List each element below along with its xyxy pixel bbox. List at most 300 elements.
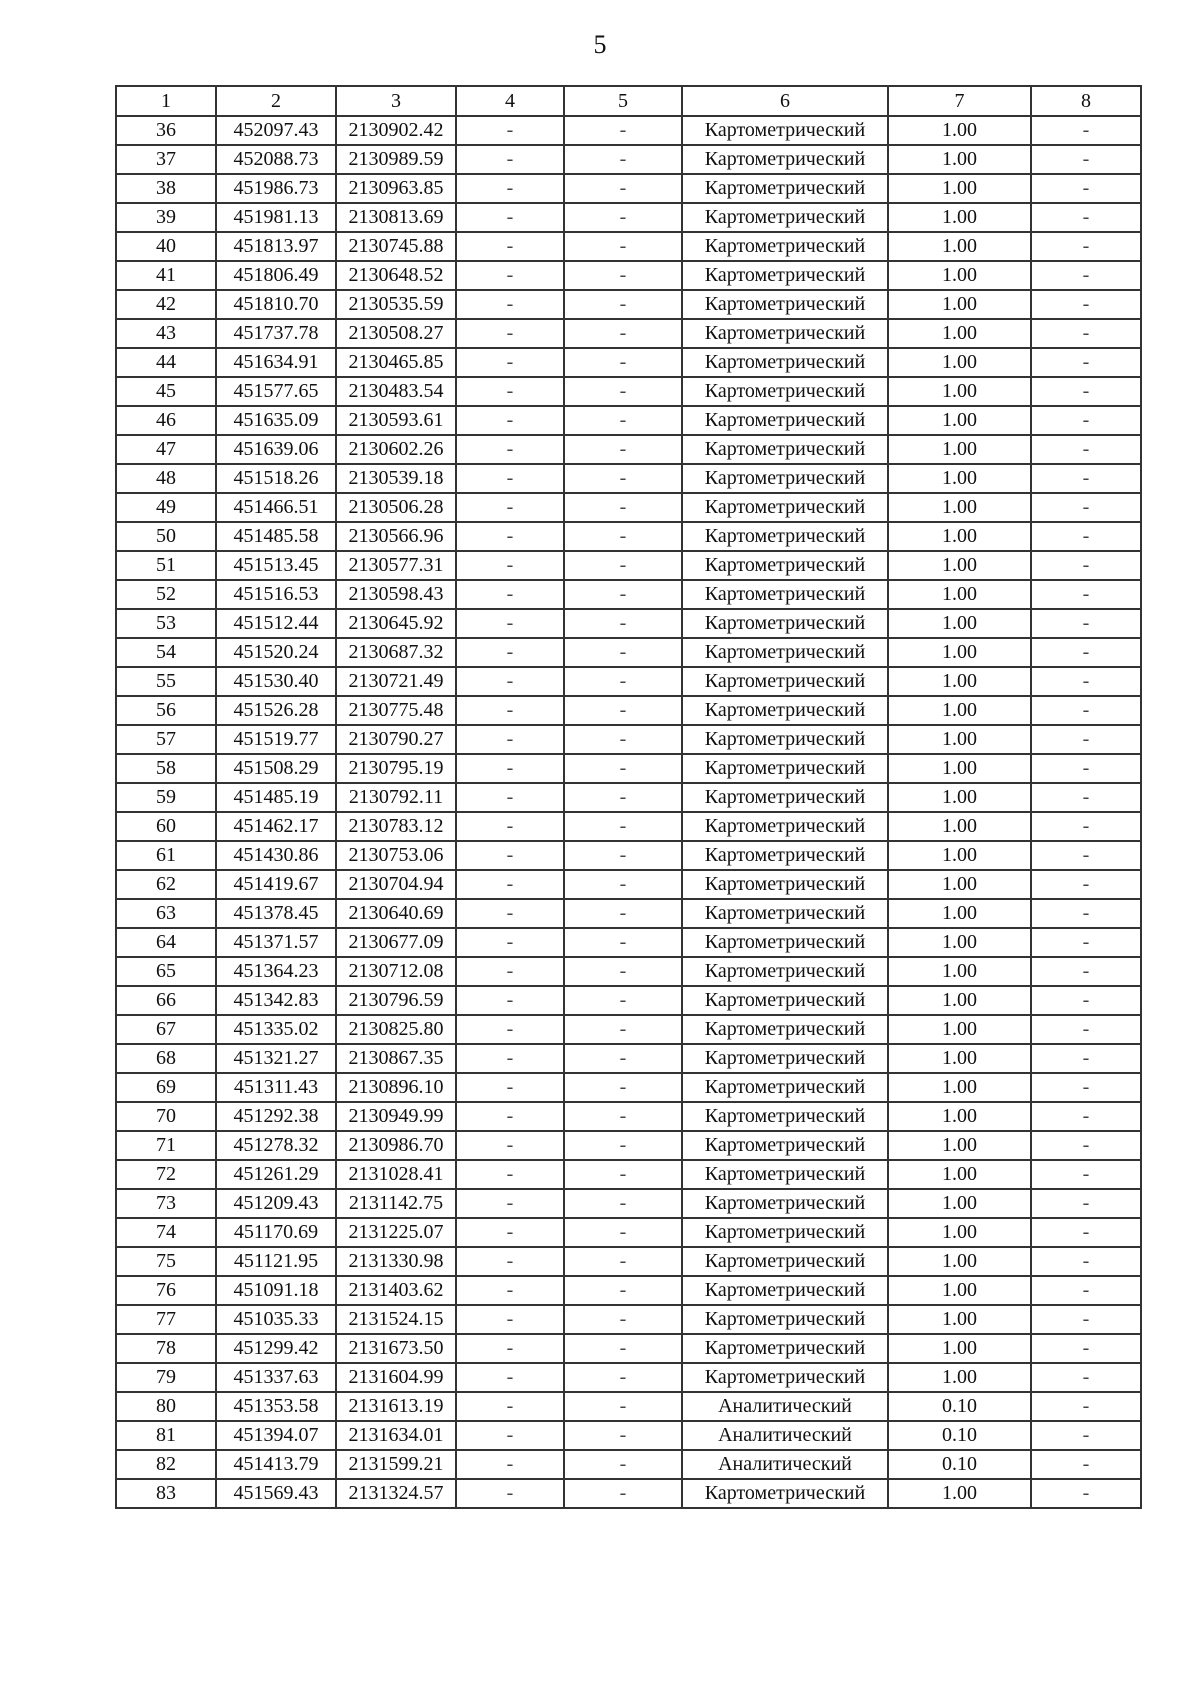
x-coordinate-cell: 451311.43: [216, 1073, 336, 1102]
col8-cell: -: [1031, 435, 1141, 464]
table-row: [116, 1044, 1141, 1073]
x-coordinate-cell: 451466.51: [216, 493, 336, 522]
table-row: [116, 609, 1141, 638]
method-cell: Картометрический: [682, 261, 888, 290]
x-coordinate-cell: 451170.69: [216, 1218, 336, 1247]
method-cell: Картометрический: [682, 638, 888, 667]
col8-cell: -: [1031, 232, 1141, 261]
col4-cell: -: [456, 638, 564, 667]
point-number-cell: 77: [116, 1305, 216, 1334]
y-coordinate-cell: 2130648.52: [336, 261, 456, 290]
method-cell: Картометрический: [682, 1015, 888, 1044]
accuracy-cell: 1.00: [888, 1015, 1031, 1044]
point-number-cell: 80: [116, 1392, 216, 1421]
col5-cell: -: [564, 435, 682, 464]
col4-cell: -: [456, 1247, 564, 1276]
x-coordinate-cell: 451430.86: [216, 841, 336, 870]
point-number-cell: 43: [116, 319, 216, 348]
col8-cell: -: [1031, 754, 1141, 783]
x-coordinate-cell: 451342.83: [216, 986, 336, 1015]
point-number-cell: 61: [116, 841, 216, 870]
y-coordinate-cell: 2130687.32: [336, 638, 456, 667]
point-number-cell: 47: [116, 435, 216, 464]
y-coordinate-cell: 2130465.85: [336, 348, 456, 377]
accuracy-cell: 1.00: [888, 1073, 1031, 1102]
x-coordinate-cell: 451577.65: [216, 377, 336, 406]
point-number-cell: 56: [116, 696, 216, 725]
y-coordinate-cell: 2131403.62: [336, 1276, 456, 1305]
point-number-cell: 41: [116, 261, 216, 290]
y-coordinate-cell: 2131599.21: [336, 1450, 456, 1479]
col8-cell: -: [1031, 1363, 1141, 1392]
accuracy-cell: 1.00: [888, 1305, 1031, 1334]
table-row: [116, 841, 1141, 870]
point-number-cell: 71: [116, 1131, 216, 1160]
table-row: [116, 580, 1141, 609]
x-coordinate-cell: 451810.70: [216, 290, 336, 319]
point-number-cell: 60: [116, 812, 216, 841]
col8-cell: -: [1031, 348, 1141, 377]
col8-cell: -: [1031, 116, 1141, 145]
method-cell: Картометрический: [682, 696, 888, 725]
accuracy-cell: 1.00: [888, 986, 1031, 1015]
col4-cell: -: [456, 406, 564, 435]
col4-cell: -: [456, 551, 564, 580]
col4-cell: -: [456, 493, 564, 522]
method-cell: Картометрический: [682, 522, 888, 551]
method-cell: Картометрический: [682, 1044, 888, 1073]
point-number-cell: 54: [116, 638, 216, 667]
method-cell: Картометрический: [682, 754, 888, 783]
table-header: [116, 86, 1141, 116]
col5-cell: -: [564, 667, 682, 696]
col8-cell: -: [1031, 986, 1141, 1015]
method-cell: Картометрический: [682, 1131, 888, 1160]
point-number-cell: 53: [116, 609, 216, 638]
x-coordinate-cell: 451737.78: [216, 319, 336, 348]
col8-cell: -: [1031, 406, 1141, 435]
y-coordinate-cell: 2130792.11: [336, 783, 456, 812]
method-cell: Картометрический: [682, 203, 888, 232]
table-row: [116, 812, 1141, 841]
method-cell: Аналитический: [682, 1450, 888, 1479]
col8-cell: -: [1031, 928, 1141, 957]
point-number-cell: 42: [116, 290, 216, 319]
col8-cell: -: [1031, 1131, 1141, 1160]
y-coordinate-cell: 2130813.69: [336, 203, 456, 232]
col5-cell: -: [564, 493, 682, 522]
method-cell: Картометрический: [682, 145, 888, 174]
y-coordinate-cell: 2131225.07: [336, 1218, 456, 1247]
point-number-cell: 65: [116, 957, 216, 986]
method-cell: Картометрический: [682, 812, 888, 841]
col4-cell: -: [456, 841, 564, 870]
accuracy-cell: 1.00: [888, 319, 1031, 348]
accuracy-cell: 1.00: [888, 493, 1031, 522]
col4-cell: -: [456, 116, 564, 145]
accuracy-cell: 1.00: [888, 464, 1031, 493]
point-number-cell: 52: [116, 580, 216, 609]
col4-cell: -: [456, 1421, 564, 1450]
col4-cell: -: [456, 725, 564, 754]
point-number-cell: 79: [116, 1363, 216, 1392]
col8-cell: -: [1031, 203, 1141, 232]
col4-cell: -: [456, 1102, 564, 1131]
col4-cell: -: [456, 957, 564, 986]
y-coordinate-cell: 2131142.75: [336, 1189, 456, 1218]
method-cell: Картометрический: [682, 1305, 888, 1334]
point-number-cell: 64: [116, 928, 216, 957]
col8-cell: -: [1031, 145, 1141, 174]
col5-cell: -: [564, 1247, 682, 1276]
y-coordinate-cell: 2130745.88: [336, 232, 456, 261]
x-coordinate-cell: 451353.58: [216, 1392, 336, 1421]
x-coordinate-cell: 451462.17: [216, 812, 336, 841]
col8-cell: -: [1031, 1450, 1141, 1479]
col8-cell: -: [1031, 1218, 1141, 1247]
accuracy-cell: 1.00: [888, 116, 1031, 145]
accuracy-cell: 1.00: [888, 783, 1031, 812]
x-coordinate-cell: 451278.32: [216, 1131, 336, 1160]
table-row: [116, 203, 1141, 232]
x-coordinate-cell: 451394.07: [216, 1421, 336, 1450]
col8-cell: -: [1031, 783, 1141, 812]
method-cell: Картометрический: [682, 232, 888, 261]
method-cell: Картометрический: [682, 493, 888, 522]
col8-cell: -: [1031, 1247, 1141, 1276]
col4-cell: -: [456, 1334, 564, 1363]
point-number-cell: 82: [116, 1450, 216, 1479]
col4-cell: -: [456, 377, 564, 406]
col8-cell: -: [1031, 1102, 1141, 1131]
col5-cell: -: [564, 1305, 682, 1334]
table-row: [116, 232, 1141, 261]
col5-cell: -: [564, 1479, 682, 1508]
point-number-cell: 83: [116, 1479, 216, 1508]
x-coordinate-cell: 451485.19: [216, 783, 336, 812]
point-number-cell: 63: [116, 899, 216, 928]
table-row: [116, 1276, 1141, 1305]
table-row: [116, 1450, 1141, 1479]
col5-cell: -: [564, 406, 682, 435]
y-coordinate-cell: 2130483.54: [336, 377, 456, 406]
col8-cell: -: [1031, 1073, 1141, 1102]
y-coordinate-cell: 2130677.09: [336, 928, 456, 957]
method-cell: Картометрический: [682, 348, 888, 377]
table-row: [116, 116, 1141, 145]
column-header: 2: [216, 86, 336, 116]
accuracy-cell: 1.00: [888, 841, 1031, 870]
table-row: [116, 290, 1141, 319]
method-cell: Картометрический: [682, 1189, 888, 1218]
accuracy-cell: 1.00: [888, 899, 1031, 928]
y-coordinate-cell: 2130902.42: [336, 116, 456, 145]
col5-cell: -: [564, 725, 682, 754]
column-header: 7: [888, 86, 1031, 116]
col4-cell: -: [456, 145, 564, 174]
col4-cell: -: [456, 174, 564, 203]
table-body: [116, 116, 1141, 1508]
method-cell: Картометрический: [682, 1073, 888, 1102]
method-cell: Картометрический: [682, 1218, 888, 1247]
col8-cell: -: [1031, 812, 1141, 841]
column-header: 6: [682, 86, 888, 116]
col4-cell: -: [456, 522, 564, 551]
col8-cell: -: [1031, 1276, 1141, 1305]
accuracy-cell: 1.00: [888, 1218, 1031, 1247]
x-coordinate-cell: 451364.23: [216, 957, 336, 986]
x-coordinate-cell: 451516.53: [216, 580, 336, 609]
col8-cell: -: [1031, 522, 1141, 551]
y-coordinate-cell: 2130783.12: [336, 812, 456, 841]
x-coordinate-cell: 452097.43: [216, 116, 336, 145]
x-coordinate-cell: 451518.26: [216, 464, 336, 493]
method-cell: Картометрический: [682, 319, 888, 348]
x-coordinate-cell: 451520.24: [216, 638, 336, 667]
accuracy-cell: 1.00: [888, 290, 1031, 319]
x-coordinate-cell: 451508.29: [216, 754, 336, 783]
col5-cell: -: [564, 957, 682, 986]
table-row: [116, 1073, 1141, 1102]
y-coordinate-cell: 2131604.99: [336, 1363, 456, 1392]
accuracy-cell: 1.00: [888, 203, 1031, 232]
col8-cell: -: [1031, 696, 1141, 725]
point-number-cell: 62: [116, 870, 216, 899]
table-row: [116, 638, 1141, 667]
col4-cell: -: [456, 783, 564, 812]
method-cell: Картометрический: [682, 435, 888, 464]
col8-cell: -: [1031, 1479, 1141, 1508]
col5-cell: -: [564, 812, 682, 841]
accuracy-cell: 1.00: [888, 261, 1031, 290]
accuracy-cell: 1.00: [888, 522, 1031, 551]
col4-cell: -: [456, 1276, 564, 1305]
x-coordinate-cell: 451292.38: [216, 1102, 336, 1131]
table-row: [116, 870, 1141, 899]
point-number-cell: 57: [116, 725, 216, 754]
x-coordinate-cell: 451635.09: [216, 406, 336, 435]
table-row: [116, 522, 1141, 551]
col4-cell: -: [456, 1073, 564, 1102]
x-coordinate-cell: 451530.40: [216, 667, 336, 696]
col5-cell: -: [564, 145, 682, 174]
accuracy-cell: 1.00: [888, 1247, 1031, 1276]
col4-cell: -: [456, 261, 564, 290]
point-number-cell: 73: [116, 1189, 216, 1218]
method-cell: Картометрический: [682, 986, 888, 1015]
x-coordinate-cell: 451035.33: [216, 1305, 336, 1334]
table-row: [116, 261, 1141, 290]
table-row: [116, 319, 1141, 348]
col8-cell: -: [1031, 377, 1141, 406]
y-coordinate-cell: 2130896.10: [336, 1073, 456, 1102]
point-number-cell: 68: [116, 1044, 216, 1073]
y-coordinate-cell: 2131324.57: [336, 1479, 456, 1508]
accuracy-cell: 0.10: [888, 1421, 1031, 1450]
col4-cell: -: [456, 1015, 564, 1044]
x-coordinate-cell: 451209.43: [216, 1189, 336, 1218]
col5-cell: -: [564, 261, 682, 290]
accuracy-cell: 1.00: [888, 1334, 1031, 1363]
col4-cell: -: [456, 986, 564, 1015]
col4-cell: -: [456, 203, 564, 232]
point-number-cell: 59: [116, 783, 216, 812]
col4-cell: -: [456, 319, 564, 348]
x-coordinate-cell: 451512.44: [216, 609, 336, 638]
table-row: [116, 406, 1141, 435]
point-number-cell: 39: [116, 203, 216, 232]
accuracy-cell: 1.00: [888, 174, 1031, 203]
x-coordinate-cell: 451485.58: [216, 522, 336, 551]
table-row: [116, 1392, 1141, 1421]
col8-cell: -: [1031, 638, 1141, 667]
accuracy-cell: 1.00: [888, 609, 1031, 638]
point-number-cell: 45: [116, 377, 216, 406]
accuracy-cell: 1.00: [888, 754, 1031, 783]
method-cell: Картометрический: [682, 580, 888, 609]
point-number-cell: 78: [116, 1334, 216, 1363]
x-coordinate-cell: 451806.49: [216, 261, 336, 290]
col5-cell: -: [564, 203, 682, 232]
col4-cell: -: [456, 1160, 564, 1189]
col8-cell: -: [1031, 870, 1141, 899]
y-coordinate-cell: 2130640.69: [336, 899, 456, 928]
y-coordinate-cell: 2130645.92: [336, 609, 456, 638]
method-cell: Картометрический: [682, 1160, 888, 1189]
col8-cell: -: [1031, 1334, 1141, 1363]
col5-cell: -: [564, 551, 682, 580]
method-cell: Картометрический: [682, 725, 888, 754]
table-row: [116, 1189, 1141, 1218]
x-coordinate-cell: 452088.73: [216, 145, 336, 174]
table-row: [116, 899, 1141, 928]
method-cell: Аналитический: [682, 1392, 888, 1421]
x-coordinate-cell: 451634.91: [216, 348, 336, 377]
col5-cell: -: [564, 1131, 682, 1160]
point-number-cell: 66: [116, 986, 216, 1015]
table-row: [116, 783, 1141, 812]
point-number-cell: 50: [116, 522, 216, 551]
col8-cell: -: [1031, 174, 1141, 203]
col5-cell: -: [564, 1392, 682, 1421]
table-row: [116, 377, 1141, 406]
y-coordinate-cell: 2131330.98: [336, 1247, 456, 1276]
col4-cell: -: [456, 696, 564, 725]
y-coordinate-cell: 2130577.31: [336, 551, 456, 580]
accuracy-cell: 1.00: [888, 812, 1031, 841]
x-coordinate-cell: 451299.42: [216, 1334, 336, 1363]
col5-cell: -: [564, 1189, 682, 1218]
method-cell: Картометрический: [682, 1247, 888, 1276]
col8-cell: -: [1031, 841, 1141, 870]
point-number-cell: 55: [116, 667, 216, 696]
accuracy-cell: 1.00: [888, 1479, 1031, 1508]
table-row: [116, 667, 1141, 696]
y-coordinate-cell: 2130963.85: [336, 174, 456, 203]
col8-cell: -: [1031, 290, 1141, 319]
x-coordinate-cell: 451378.45: [216, 899, 336, 928]
table-row: [116, 957, 1141, 986]
col5-cell: -: [564, 638, 682, 667]
point-number-cell: 75: [116, 1247, 216, 1276]
y-coordinate-cell: 2131524.15: [336, 1305, 456, 1334]
point-number-cell: 40: [116, 232, 216, 261]
y-coordinate-cell: 2130598.43: [336, 580, 456, 609]
y-coordinate-cell: 2130867.35: [336, 1044, 456, 1073]
col4-cell: -: [456, 580, 564, 609]
point-number-cell: 46: [116, 406, 216, 435]
y-coordinate-cell: 2130602.26: [336, 435, 456, 464]
accuracy-cell: 1.00: [888, 580, 1031, 609]
accuracy-cell: 1.00: [888, 551, 1031, 580]
table-row: [116, 1363, 1141, 1392]
col8-cell: -: [1031, 609, 1141, 638]
col4-cell: -: [456, 754, 564, 783]
table-row: [116, 551, 1141, 580]
y-coordinate-cell: 2130753.06: [336, 841, 456, 870]
y-coordinate-cell: 2130721.49: [336, 667, 456, 696]
col4-cell: -: [456, 1392, 564, 1421]
accuracy-cell: 1.00: [888, 1102, 1031, 1131]
y-coordinate-cell: 2130825.80: [336, 1015, 456, 1044]
col4-cell: -: [456, 1131, 564, 1160]
col4-cell: -: [456, 1450, 564, 1479]
method-cell: Картометрический: [682, 667, 888, 696]
col8-cell: -: [1031, 1015, 1141, 1044]
table-row: [116, 348, 1141, 377]
col4-cell: -: [456, 348, 564, 377]
table-row: [116, 928, 1141, 957]
col5-cell: -: [564, 116, 682, 145]
col8-cell: -: [1031, 580, 1141, 609]
col4-cell: -: [456, 232, 564, 261]
col4-cell: -: [456, 812, 564, 841]
accuracy-cell: 1.00: [888, 638, 1031, 667]
x-coordinate-cell: 451091.18: [216, 1276, 336, 1305]
accuracy-cell: 1.00: [888, 145, 1031, 174]
accuracy-cell: 1.00: [888, 1189, 1031, 1218]
col5-cell: -: [564, 1218, 682, 1247]
column-header: 5: [564, 86, 682, 116]
col4-cell: -: [456, 609, 564, 638]
col5-cell: -: [564, 377, 682, 406]
table-row: [116, 1247, 1141, 1276]
method-cell: Картометрический: [682, 1479, 888, 1508]
y-coordinate-cell: 2130989.59: [336, 145, 456, 174]
col4-cell: -: [456, 928, 564, 957]
col5-cell: -: [564, 754, 682, 783]
table-row: [116, 1334, 1141, 1363]
col5-cell: -: [564, 1334, 682, 1363]
col4-cell: -: [456, 1189, 564, 1218]
header-row: [116, 86, 1141, 116]
point-number-cell: 67: [116, 1015, 216, 1044]
x-coordinate-cell: 451121.95: [216, 1247, 336, 1276]
accuracy-cell: 1.00: [888, 348, 1031, 377]
method-cell: Картометрический: [682, 928, 888, 957]
x-coordinate-cell: 451519.77: [216, 725, 336, 754]
x-coordinate-cell: 451337.63: [216, 1363, 336, 1392]
y-coordinate-cell: 2131634.01: [336, 1421, 456, 1450]
accuracy-cell: 1.00: [888, 696, 1031, 725]
y-coordinate-cell: 2130704.94: [336, 870, 456, 899]
col5-cell: -: [564, 290, 682, 319]
x-coordinate-cell: 451526.28: [216, 696, 336, 725]
y-coordinate-cell: 2130539.18: [336, 464, 456, 493]
col4-cell: -: [456, 1044, 564, 1073]
accuracy-cell: 1.00: [888, 957, 1031, 986]
table-row: [116, 1102, 1141, 1131]
